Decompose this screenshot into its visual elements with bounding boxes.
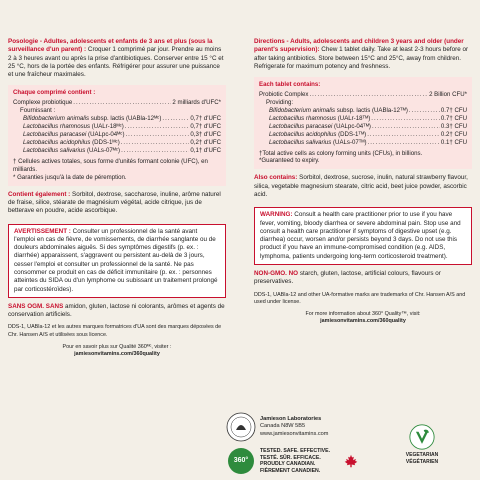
strain-designation: subsp. lactis (UABla-12ᴹᶜ): [89, 115, 162, 123]
strain-label: [23, 123, 124, 131]
other-heading-fr: Contient également :: [8, 190, 71, 198]
french-column: [8, 38, 226, 358]
warning-heading-fr: AVERTISSEMENT :: [14, 227, 71, 235]
strain-designation: (UALr-18ᴹᶜ): [90, 123, 124, 131]
warning-heading-en: WARNING:: [260, 211, 293, 219]
strain-row: [259, 131, 467, 139]
other-ingredients-fr: [8, 191, 226, 216]
posology-text-fr: Croquer 1 comprimé par jour. Prendre au moins 2 à 3 heures avant ou après la prise d'antibiotiques. Conserver entre 15 °C et 25 °C, hors de la portée des enfants. Réfrigérer pour assurer une puissance et une fraîcheur maximales.: [8, 46, 224, 79]
strain-name: Lactobacillus rhamnosus: [23, 123, 91, 131]
free-from-text-en: starch, gluten, lactose, artificial colours, flavours or preservatives.: [254, 270, 441, 286]
vegetarian-label-fr: VÉGÉTARIEN: [405, 458, 439, 465]
company-name: Jamieson Laboratories: [260, 416, 322, 422]
info-line-fr: Pour en savoir plus sur Qualité 360ᴹᶜ, visiter :: [62, 343, 172, 350]
strain-name: Lactobacillus salivarius: [269, 138, 332, 146]
other-text-en: Sorbitol, dextrose, sucrose, inulin, natural strawberry flavour, silica, vegetable magnesium stearate, citric acid, beet juice powder, ascorbic acid.: [254, 174, 468, 198]
note-guarantee-en: *Guaranteed to expiry.: [259, 157, 320, 165]
strain-value: 0.2† CFU: [440, 130, 467, 138]
vegetarian-leaf-icon: [409, 424, 435, 450]
directions-text-en: Chew 1 tablet daily. Take at least 2-3 hours before or after taking antibiotics. Store between 15°C and 25°C, away from children. Refrigerate for maximum potency and freshness.: [254, 46, 469, 70]
complex-value-fr: 2 milliards d'UFC*: [172, 99, 221, 107]
quality-block: [226, 448, 366, 478]
posology-fr: [8, 38, 226, 79]
provides-label-en: Providing:: [266, 99, 294, 107]
quality-line-4: FIÈREMENT CANADIEN.: [260, 467, 321, 474]
maple-leaf-icon: [344, 454, 358, 468]
strain-value: 0,7† d'UFC: [190, 123, 221, 131]
strain-value: 0,1† d'UFC: [190, 146, 221, 154]
strain-designation: (UALs-07ᴹᶜ): [85, 146, 121, 154]
strain-row: [13, 123, 221, 131]
posology-heading-fr: Posologie - Adultes, adolescents et enfants de 3 ans et plus (sous la surveillance d'un parent) :: [8, 38, 213, 54]
strain-list-fr: [13, 115, 221, 155]
vegetarian-label-en: VEGETARIAN: [405, 452, 439, 458]
free-from-text-fr: amidon, gluten, lactose ni colorants, arômes et agents de conservation artificiels.: [8, 302, 225, 319]
strain-label: [23, 139, 120, 147]
strain-name: Lactobacillus salivarius: [23, 146, 86, 154]
quality-line-2: TESTÉ. SÛR. EFFICACE.: [260, 454, 321, 461]
trademark-note-fr: DDS-1, UABla-12 et les autres marques formatrices d'UA sont des marques déposées de Chr. Hansen A/S et utilisées sous licence.: [8, 324, 222, 338]
company-block: [226, 412, 386, 446]
trademark-note-en: DDS-1, UABla-12 and other UA-formative marks are trademarks of Chr. Hansen A/S and used under license.: [254, 291, 466, 305]
info-url-en[interactable]: jamiesonvitamins.com/360quality: [320, 317, 406, 324]
strain-row: [259, 107, 467, 115]
strain-designation: (DDS-1ᴹᶜ): [90, 139, 120, 147]
warning-text-fr: Consulter un professionnel de la santé avant l'emploi en cas de fièvre, de vomissements, de diarrhée sanglante ou de douleurs abdominales aiguës. Si des symptômes digestifs (p. ex. : diarrhée) apparaissent, s'aggravent ou persistent au-delà de 3 jours, cesser l'emploi et consulter un professionnel de la santé. Ne pas consommer ce produit en cas de déficit immunitaire (p. ex. : personnes atteintes du SIDA ou d'un lymphome ou subissant un traitement prolongé par corticostéroïdes).: [14, 227, 218, 293]
company-address: Canada N8W 5B5: [260, 423, 306, 430]
quality-360-icon: 360°: [228, 448, 254, 474]
table-heading-en: Each tablet contains:: [259, 81, 321, 89]
strain-name: Bifidobacterium animalis: [23, 115, 90, 123]
strain-row: [13, 115, 221, 123]
strain-row: [13, 147, 221, 155]
free-from-en: [254, 270, 472, 287]
strain-value: 0,2† d'UFC: [190, 139, 221, 147]
ingredient-table-en: [254, 77, 472, 169]
complex-label-fr: Complexe probiotique: [13, 99, 73, 107]
warning-box-fr: [8, 224, 226, 298]
complex-row-en: [259, 91, 467, 99]
strain-designation: (UALs-07ᵀᴹ): [331, 138, 367, 146]
strain-label: [269, 123, 371, 131]
vegetarian-badge: [392, 424, 452, 465]
strain-label: [23, 131, 124, 139]
table-heading-fr: Chaque comprimé contient :: [13, 89, 96, 97]
strain-designation: (DDS-1ᵀᴹ): [336, 130, 367, 138]
strain-label: [269, 115, 370, 123]
strain-name: Lactobacillus acidophilus: [23, 139, 91, 147]
strain-name: Lactobacillus paracasei: [269, 122, 333, 130]
note-active-cells-fr: † Cellules actives totales, sous forme d'unités formant colonie (UFC), en milliards.: [13, 157, 208, 173]
strain-name: Bifidobacterium animalis: [269, 106, 336, 114]
company-website[interactable]: www.jamiesonvitamins.com: [260, 430, 329, 437]
strain-designation: (UALpc-04ᴹᶜ): [86, 131, 125, 139]
strain-value: 0,3† d'UFC: [190, 131, 221, 139]
ingredient-table-fr: [8, 85, 226, 185]
strain-name: Lactobacillus paracasei: [23, 131, 87, 139]
quality-line-1: TESTED. SAFE. EFFECTIVE.: [260, 448, 331, 454]
strain-label: [269, 131, 366, 139]
strain-list-en: [259, 107, 467, 147]
strain-name: Lactobacillus acidophilus: [269, 130, 337, 138]
strain-value: 0.7† CFU: [440, 106, 467, 114]
directions-en: [254, 38, 472, 71]
strain-designation: (UALpc-04ᵀᴹ): [332, 122, 371, 130]
free-from-heading-fr: SANS OGM. SANS: [8, 302, 64, 310]
strain-row: [259, 115, 467, 123]
strain-row: [13, 131, 221, 139]
note-active-cells-en: †Total active cells as colony forming units (CFUs), in billions.: [259, 149, 423, 157]
complex-value-en: 2 Billion CFU*: [429, 91, 467, 99]
strain-row: [13, 139, 221, 147]
free-from-fr: [8, 303, 226, 320]
free-from-heading-en: NON-GMO. NO: [254, 270, 299, 278]
info-url-fr[interactable]: jamiesonvitamins.com/360quality: [74, 350, 160, 357]
provides-label-fr: Fournissant :: [20, 107, 56, 115]
strain-label: [269, 107, 408, 115]
strain-value: 0.1† CFU: [440, 138, 467, 146]
jamieson-seal-icon: [226, 412, 256, 442]
strain-name: Lactobacillus rhamnosus: [269, 114, 337, 122]
strain-row: [259, 123, 467, 131]
info-line-en: For more information about 360° Quality™, visit:: [305, 310, 421, 317]
complex-row-fr: [13, 99, 221, 107]
warning-text-en: Consult a health care practitioner prior to use if you have fever, vomiting, bloody diarrhea or severe abdominal pain. Stop use and consult a health care practitioner if symptoms of digestive upset (e.g. diarrhea) occur, worsen and/or persists beyond 3 days. Do not use this product if you have an immune-compromised condition (e.g. AIDS, lymphoma, patients undergoing long-term corticosteroid treatment).: [260, 211, 461, 260]
strain-label: [269, 139, 367, 147]
strain-designation: (UALr-18ᵀᴹ): [336, 114, 371, 122]
directions-heading-en: Directions - Adults, adolescents and children 3 years and older (under parent's supervision):: [254, 38, 464, 54]
warning-box-en: [254, 207, 472, 265]
strain-label: [23, 147, 120, 155]
strain-value: 0.3† CFU: [440, 122, 467, 130]
strain-row: [259, 139, 467, 147]
strain-label: [23, 115, 161, 123]
english-column: [254, 38, 472, 325]
strain-value: 0.7† CFU: [440, 114, 467, 122]
other-text-fr: Sorbitol, dextrose, saccharose, inuline, arôme naturel de fraise, silice, stéarate de magnésium végétal, acide citrique, jus de betterave en poudre, acide ascorbique.: [8, 190, 221, 215]
other-ingredients-en: [254, 174, 472, 199]
quality-line-3: PROUDLY CANADIAN.: [260, 461, 316, 467]
other-heading-en: Also contains:: [254, 174, 298, 182]
complex-label-en: Probiotic Complex: [259, 91, 309, 99]
note-guarantee-fr: * Garanties jusqu'à la date de péremption.: [13, 173, 127, 181]
strain-value: 0,7† d'UFC: [190, 115, 221, 123]
strain-designation: subsp. lactis (UABla-12ᵀᴹ): [335, 106, 408, 114]
